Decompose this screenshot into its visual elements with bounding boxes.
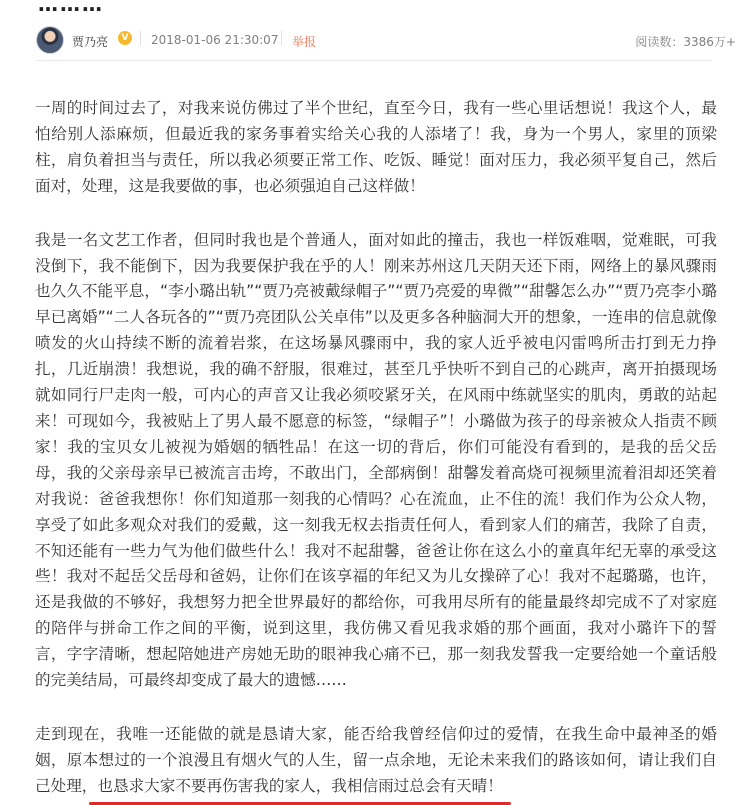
article-paragraph-3 bbox=[35, 722, 717, 801]
post-date: 2018-01-06 21:30:07 bbox=[151, 33, 279, 47]
report-link[interactable]: 举报 bbox=[292, 35, 317, 49]
paragraph-3-text: 走到现在，我唯一还能做的就是恳请大家，能否给我曾经信仰过的爱情，在我生命中最神圣的婚姻，原本想过的一个浪漫且有烟火气的人生，留一点余地，无论未来我们的路该如何，请让我们自己处理， bbox=[35, 724, 717, 795]
header-divider bbox=[36, 60, 712, 61]
avatar[interactable] bbox=[36, 26, 64, 54]
read-count: 阅读数：3386万+ bbox=[635, 35, 736, 49]
author-name[interactable]: 贾乃亮 bbox=[72, 35, 109, 49]
article-body bbox=[35, 96, 717, 801]
meta-separator bbox=[281, 31, 282, 45]
verified-badge-icon: V bbox=[118, 31, 132, 45]
meta-separator bbox=[140, 31, 141, 45]
highlighted-sentence: 也恳求大家不要再伤害我的家人，我相信雨过总会有天晴！ bbox=[97, 774, 502, 801]
article-paragraph-1: 一周的时间过去了，对我来说仿佛过了半个世纪，直至今日，我有一些心里话想说！我这个人，最怕给别人添麻烦，但最近我的家务事着实给关心我的人添堵了！我，身为一个男人，家里的顶梁柱，肩负着担当与责任，所以我必须要正常工作、吃饭、睡觉！面对压力，我必须平复自己，然后面对，处理，这是我要做的事，也必须强迫自己这样做！ bbox=[35, 99, 717, 195]
post-title: ……… bbox=[38, 0, 104, 16]
article-paragraph-2: 我是一名文艺工作者，但同时我也是个普通人，面对如此的撞击，我也一样饭难咽，觉难眠，可我没倒下，我不能倒下，因为我要保护我在乎的人！刚来苏州这几天阴天还下雨，网络上的暴风骤雨也久久不能平息，“李小璐出轨”“贾乃亮被戴绿帽子”“贾乃亮爱的卑微”“甜馨怎么办”“贾乃亮李小璐早已离婚”“二人各玩各的”“贾乃亮团队公关卓伟”以及更多各种脑洞大开的想象，一连串的信息就像喷发的火山持续不断的流着岩浆，在这场暴风骤雨中，我的家人近乎被电闪雷鸣所击打到无力挣扎，几近崩溃！我想说，我的确不舒服，很难过，甚至几乎快听不到自己的心跳声，离开拍摄现场就如同行尸走肉一般，可内心的声音又让我必须咬紧牙关，在风雨中练就坚实的肌肉，勇敢的站起来！可现如今，我被贴上了男人最不愿意的标签，“绿帽子”！小璐做为孩子的母亲被众人指责不顾家！我的宝贝女儿被视为婚姻的牺牲品！在这一切的背后，你们可能没有看到的，是我的岳父岳母，我的父亲母亲早已被流言击垮，不敢出门，全部病倒！甜馨发着高烧可视频里流着泪却还笑着对我说：爸爸我想你！你们知道那一刻我的心情吗？心在流血，止不住的流！我们作为公众人物，享受了如此多观众对我们的爱戴，这一刻我无权去指责任何人，看到家人们的痛苦，我除了自责，不知还能有一些力气为他们做些什么！我对不起甜馨，爸爸让你在这么小的童真年纪无辜的承受这些！我对不起岳父岳母和爸妈，让你们在该享福的年纪又为儿女操碎了心！我对不起璐璐，也许，还是我做的不够好，我想努力把全世界最好的都给你，可我用尽所有的能量最终却完成不了对家庭的陪伴与拼命工作之间的平衡，说到这里，我仿佛又看见我求婚的那个画面，我对小璐许下的誓言，字字清晰，想起陪她进产房她无助的眼神我心痛不已，那一刻我发誓我一定要给她一个童话般的完美结局，可最终却变成了最大的遗憾…… bbox=[35, 230, 717, 690]
post-meta bbox=[36, 24, 736, 60]
